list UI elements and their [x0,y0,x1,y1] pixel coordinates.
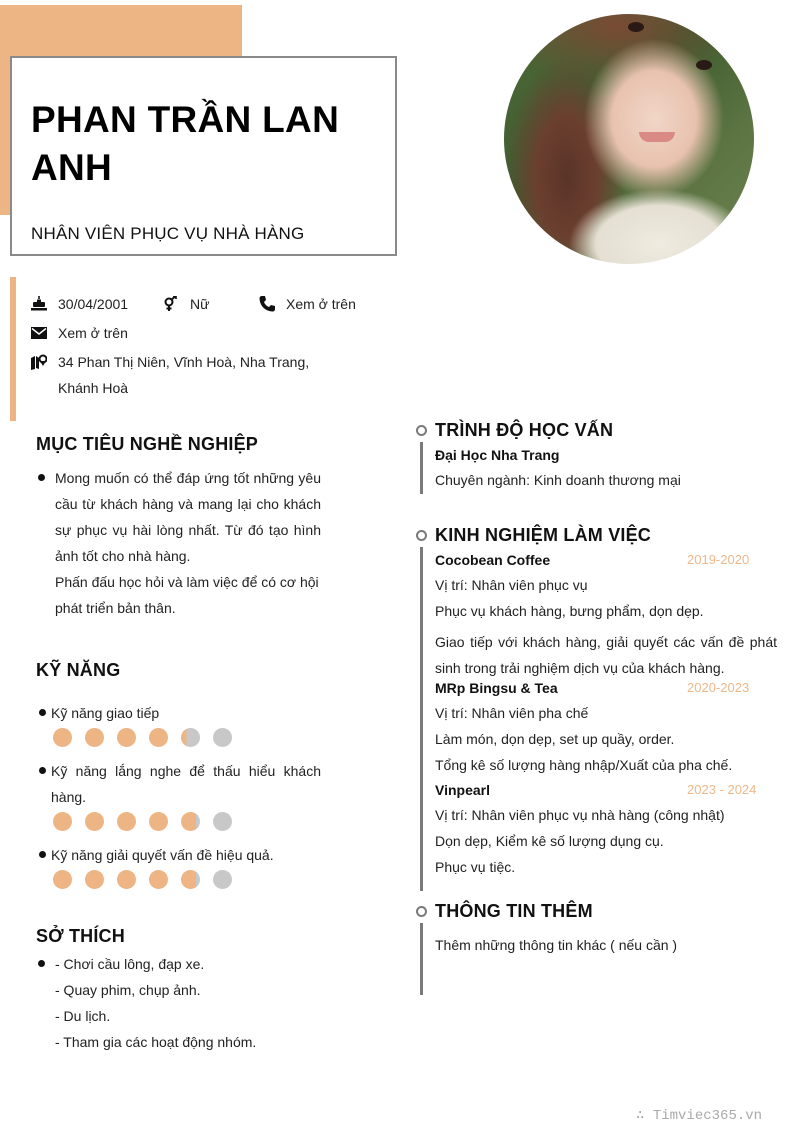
job-line: Dọn dẹp, Kiểm kê số lượng dụng cụ. [435,833,664,849]
hobby-item: - Quay phim, chụp ảnh. [55,982,201,998]
rating-dot [117,728,136,747]
map-pin-icon [30,354,48,370]
timeline-line [420,923,423,995]
job-line: Vị trí: Nhân viên pha chế [435,705,589,721]
rating-dot [213,870,232,889]
hobby-item: - Du lịch. [55,1008,111,1024]
bullet-icon [39,709,46,716]
bullet-icon [38,474,45,481]
rating-dot [53,728,72,747]
education-title: TRÌNH ĐỘ HỌC VẤN [435,420,614,440]
education-school: Đại Học Nha Trang [435,447,560,463]
contact-accent-bar [10,277,16,421]
job-line: Làm món, dọn dẹp, set up quầy, order. [435,731,675,747]
avatar [504,14,754,264]
job-title: NHÂN VIÊN PHỤC VỤ NHÀ HÀNG [31,224,305,243]
rating-dot [85,728,104,747]
rating-dot [117,812,136,831]
objective-text: Mong muốn có thể đáp ứng tốt những yêu cầu từ khách hàng và mang lại cho khách sự phục vụ hài lòng nhất. Từ đó tạo hình ảnh tốt cho nhà hàng. Phấn đấu học hỏi và làm việc để có cơ hội phát triển bản thân. [55,470,321,616]
rating-dot [85,812,104,831]
avatar-mouth [639,132,675,142]
skill-rating [53,812,232,831]
rating-dot [149,870,168,889]
skill-label: Kỹ năng lắng nghe để thấu hiểu khách hàng. [51,763,321,805]
rating-dot-partial [181,870,200,889]
timeline-line [420,442,423,494]
education-major: Chuyên ngành: Kinh doanh thương mại [435,472,681,488]
contact-address: 34 Phan Thị Niên, Vĩnh Hoà, Nha Trang, Khánh Hoà [30,354,350,401]
hobby-item: - Tham gia các hoạt động nhóm. [55,1034,257,1050]
job-company: MRp Bingsu & Tea [435,680,558,696]
job-line: Phục vụ tiệc. [435,859,516,875]
envelope-icon [30,325,48,341]
rating-dot [53,812,72,831]
contact-birthday: 30/04/2001 [30,296,128,317]
job-line: Vị trí: Nhân viên phục vụ [435,577,588,593]
experience-title: KINH NGHIỆM LÀM VIỆC [435,525,652,545]
rating-dot [213,812,232,831]
additional-text: Thêm những thông tin khác ( nếu cần ) [435,937,678,953]
rating-dot-partial [181,812,200,831]
job-company: Vinpearl [435,782,490,798]
rating-dot [149,728,168,747]
skills-title: KỸ NĂNG [36,660,121,680]
additional-title: THÔNG TIN THÊM [435,901,593,921]
job-company: Cocobean Coffee [435,552,551,568]
avatar-eye [628,22,644,32]
avatar-eye [696,60,712,70]
watermark: ∴ Timviec365.vn [636,1108,763,1124]
skill-label: Kỹ năng giải quyết vấn đề hiệu quả. [51,847,274,863]
job-line: Vị trí: Nhân viên phục vụ nhà hàng (công nhật) [435,807,725,823]
rating-dot [53,870,72,889]
bullet-icon [39,851,46,858]
timeline-line [420,547,423,891]
skill-rating [53,728,232,747]
bullet-icon [38,960,45,967]
rating-dot [117,870,136,889]
rating-dot [149,812,168,831]
job-line: Giao tiếp với khách hàng, giải quyết các vấn đề phát sinh trong trải nghiệm dịch vụ của khách hàng. [435,634,777,676]
timeline-circle-icon [416,906,427,917]
phone-icon [258,296,276,312]
hobbies-title: SỞ THÍCH [36,926,125,946]
header-box [10,56,397,256]
objective-title: MỤC TIÊU NGHỀ NGHIỆP [36,434,259,454]
hobbies-list [55,951,325,1055]
bullet-icon [39,767,46,774]
contact-phone: Xem ở trên [258,296,356,317]
job-period: 2019-2020 [687,552,750,567]
skill-rating [53,870,232,889]
timeline-circle-icon [416,425,427,436]
job-period: 2023 - 2024 [687,782,757,797]
gender-icon [162,296,180,312]
rating-dot-partial [181,728,200,747]
candidate-name: PHAN TRẦN LAN ANH [31,99,340,188]
contact-gender: Nữ [162,296,209,317]
hobby-item: - Chơi cầu lông, đạp xe. [55,956,205,972]
job-period: 2020-2023 [687,680,750,695]
birthday-cake-icon [30,296,48,312]
contact-email: Xem ở trên [30,325,128,346]
skill-label: Kỹ năng giao tiếp [51,705,160,721]
job-line: Phục vụ khách hàng, bưng phẩm, dọn dẹp. [435,603,704,619]
rating-dot [213,728,232,747]
rating-dot [85,870,104,889]
timeline-circle-icon [416,530,427,541]
job-line: Tổng kê số lượng hàng nhập/Xuất của pha chế. [435,757,733,773]
